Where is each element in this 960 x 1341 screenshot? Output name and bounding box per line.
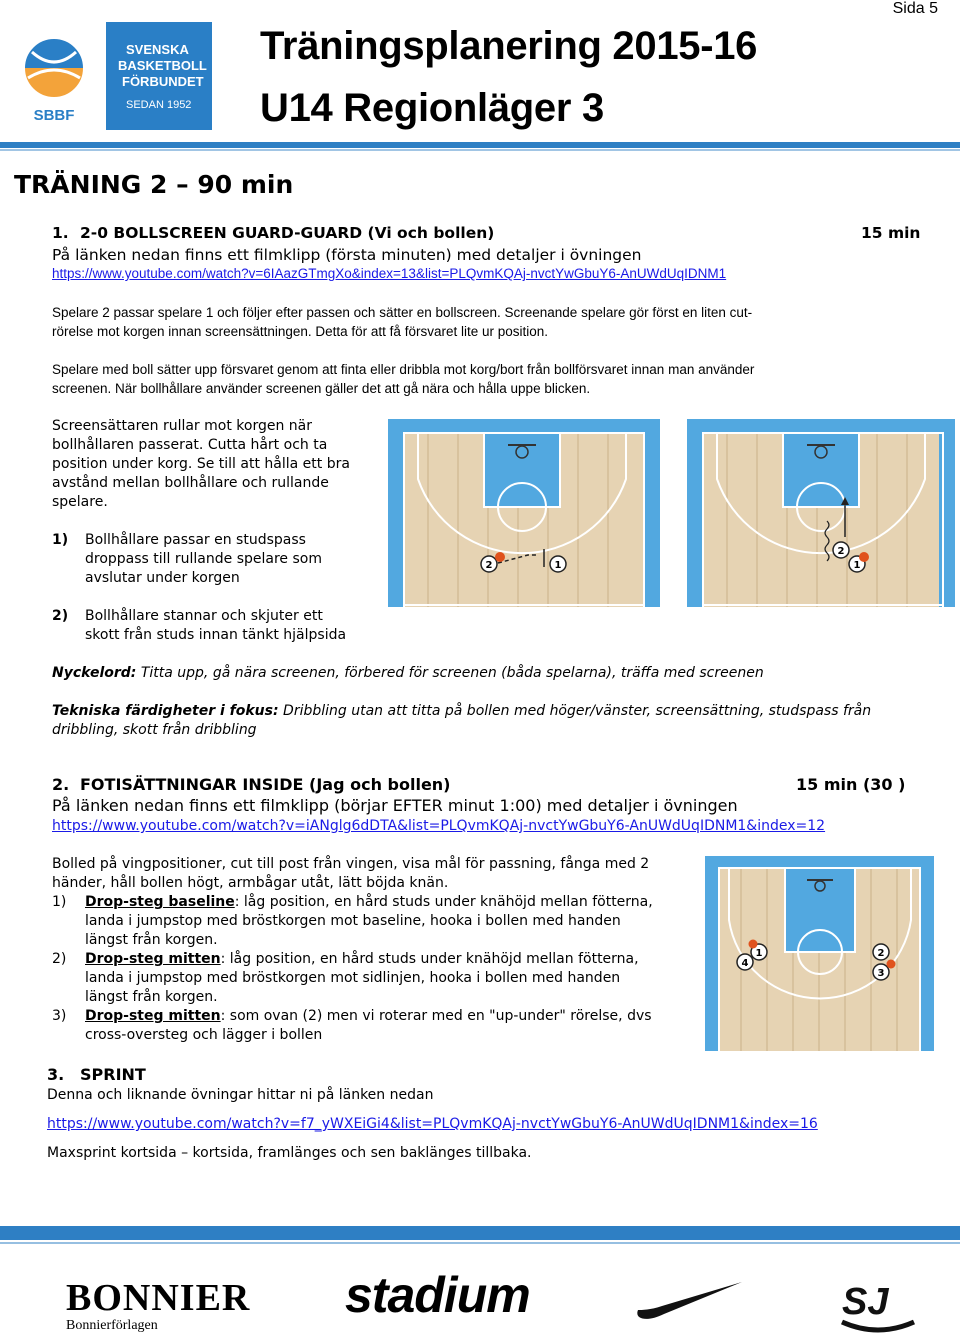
- court3-player-4: 4: [741, 958, 749, 969]
- item1-line2: landa i jumpstop med bröstkorgen mot baseline, hooka i bollen med handen: [85, 913, 621, 929]
- item3-text1: : som ovan (2) men vi roterar med en "up-under" rörelse, dvs: [220, 1008, 652, 1024]
- item2-line3: längst från korgen.: [85, 989, 218, 1005]
- court3-player-2: 2: [877, 948, 885, 959]
- court3-player-1: 1: [755, 948, 763, 959]
- section2-intro: På länken nedan finns ett filmklipp (börjar EFTER minut 1:00) med detaljer i övningen: [52, 796, 738, 815]
- section2-intro-line1: Bolled på vingpositioner, cut till post från vingen, visa mål för passning, fånga med 2: [52, 856, 650, 872]
- court1-player-1: 1: [554, 560, 562, 571]
- roll-text-4: avstånd mellan bollhållare och rullande: [52, 475, 329, 491]
- tech-skills-row1: [52, 702, 871, 721]
- nike-swoosh-icon: [634, 1276, 744, 1325]
- logo-line2: BASKETBOLL: [118, 58, 207, 73]
- section1-para2-line1: Spelare med boll sätter upp försvaret genom att finta eller dribbla mot korg/bort från bollförsvaret innan man använder: [52, 362, 755, 377]
- section1-duration: 15 min: [861, 224, 921, 242]
- section1-para1-line1: Spelare 2 passar spelare 1 och följer efter passen och sätter en bollscreen. Screenande spelare gör först en liten cut-: [52, 305, 753, 320]
- logo-abbr: SBBF: [33, 107, 75, 124]
- item1-number: 1): [52, 894, 67, 910]
- roll-text-3: position under korg. Se till att hålla ett bra: [52, 456, 350, 472]
- court-diagram-3: [705, 856, 934, 1055]
- section1-intro: På länken nedan finns ett filmklipp (första minuten) med detaljer i övningen: [52, 246, 642, 264]
- keywords-row: [52, 664, 764, 683]
- item3-line1: [85, 1007, 652, 1026]
- court2-player-2: 2: [837, 546, 845, 557]
- court2-player-1: 1: [853, 560, 861, 571]
- section3-number: 3.: [47, 1065, 65, 1084]
- item2-text1: : låg position, en hård studs under knähöjd mellan fötterna,: [220, 951, 639, 967]
- section1-number: 1.: [52, 224, 69, 242]
- document-subtitle: U14 Regionläger 3: [260, 86, 604, 130]
- item3-term: Drop-steg mitten: [85, 1008, 221, 1024]
- header-rule-thin: [0, 149, 960, 151]
- section2-title: FOTISÄTTNINGAR INSIDE (Jag och bollen): [80, 775, 451, 794]
- item2-number: 2): [52, 951, 67, 967]
- page-number: Sida 5: [892, 0, 938, 17]
- sj-logo: [838, 1276, 918, 1341]
- court3-player-3: 3: [877, 968, 885, 979]
- sj-logo-text: SJ: [842, 1281, 889, 1323]
- court-diagram-1: [388, 419, 660, 611]
- sbbf-logo: [2, 22, 212, 130]
- step1-number: 1): [52, 532, 69, 548]
- court1-player-2: 2: [485, 560, 493, 571]
- roll-text-1: Screensättaren rullar mot korgen när: [52, 418, 312, 434]
- item3-line2: cross-oversteg och lägger i bollen: [85, 1027, 323, 1043]
- keywords-text: Titta upp, gå nära screenen, förbered för screenen (båda spelarna), träffa med screenen: [136, 665, 764, 681]
- footer-band-thin: [0, 1242, 960, 1244]
- item2-term: Drop-steg mitten: [85, 951, 221, 967]
- logo-line3: FÖRBUNDET: [122, 74, 204, 89]
- section3-intro: Denna och liknande övningar hittar ni på länken nedan: [47, 1087, 434, 1103]
- section1-video-link[interactable]: https://www.youtube.com/watch?v=6IAazGTmgXo&index=13&list=PLQvmKQAj-nvctYwGbuY6-AnUWdUqIDNM1: [52, 266, 727, 281]
- item1-text1: : låg position, en hård studs under knähöjd mellan fötterna,: [234, 894, 653, 910]
- tech-skills-label: Tekniska färdigheter i fokus:: [52, 703, 279, 719]
- step2-line1: Bollhållare stannar och skjuter ett: [85, 608, 323, 624]
- court-diagram-2: [687, 419, 955, 611]
- section2-intro-line2: händer, håll bollen högt, armbågar utåt, lätt böjda knän.: [52, 875, 449, 891]
- document-title: Träningsplanering 2015-16: [260, 24, 758, 68]
- roll-text-2: bollhållaren passerat. Cutta hårt och ta: [52, 437, 328, 453]
- keywords-label: Nyckelord:: [52, 665, 137, 681]
- section1-title: 2-0 BOLLSCREEN GUARD-GUARD (Vi och bollen): [80, 224, 495, 242]
- item1-term: Drop-steg baseline: [85, 894, 235, 910]
- item2-line1: [85, 950, 639, 969]
- tech-skills-text1: Dribbling utan att titta på bollen med höger/vänster, screensättning, studspass från: [278, 703, 872, 719]
- logo-line4: SEDAN 1952: [126, 99, 192, 111]
- item1-line3: längst från korgen.: [85, 932, 218, 948]
- section1-para2-line2: screenen. När bollhållare använder screenen gäller det att gå nära och hålla uppe blicken.: [52, 381, 591, 396]
- section2-number: 2.: [52, 775, 70, 794]
- roll-text-5: spelare.: [52, 494, 108, 510]
- section2-video-link[interactable]: https://www.youtube.com/watch?v=iANglg6dDTA&list=PLQvmKQAj-nvctYwGbuY6-AnUWdUqIDNM1&index=12: [52, 818, 826, 834]
- sponsor-bonnier: BONNIER: [66, 1277, 251, 1319]
- section3-title: SPRINT: [80, 1065, 146, 1084]
- section1-para1-line2: rörelse mot korgen innan screensättningen. Detta för att få försvaret lite ur position.: [52, 324, 549, 339]
- step1-line2: droppass till rullande spelare som: [85, 551, 322, 567]
- item3-number: 3): [52, 1008, 67, 1024]
- tech-skills-text2: dribbling, skott från dribbling: [52, 722, 257, 738]
- training-heading: TRÄNING 2 – 90 min: [14, 170, 294, 199]
- step1-line3: avslutar under korgen: [85, 570, 240, 586]
- step2-line2: skott från studs innan tänkt hjälpsida: [85, 627, 347, 643]
- section3-video-link[interactable]: https://www.youtube.com/watch?v=f7_yWXEiGi4&list=PLQvmKQAj-nvctYwGbuY6-AnUWdUqIDNM1&index=16: [47, 1116, 818, 1132]
- section3-text: Maxsprint kortsida – kortsida, framlänges och sen baklänges tillbaka.: [47, 1145, 532, 1161]
- footer-band: [0, 1226, 960, 1240]
- sponsor-stadium: stadium: [345, 1267, 530, 1323]
- item1-line1: [85, 893, 653, 912]
- sponsor-bonnier-sub: Bonnierförlagen: [66, 1318, 158, 1333]
- header-rule: [0, 142, 960, 148]
- step2-number: 2): [52, 608, 69, 624]
- step1-line1: Bollhållare passar en studspass: [85, 532, 306, 548]
- logo-line1: SVENSKA: [126, 42, 189, 57]
- item2-line2: landa i jumpstop med bröstkorgen mot sidlinjen, hooka i bollen med handen: [85, 970, 621, 986]
- section2-duration: 15 min (30 ): [796, 775, 906, 794]
